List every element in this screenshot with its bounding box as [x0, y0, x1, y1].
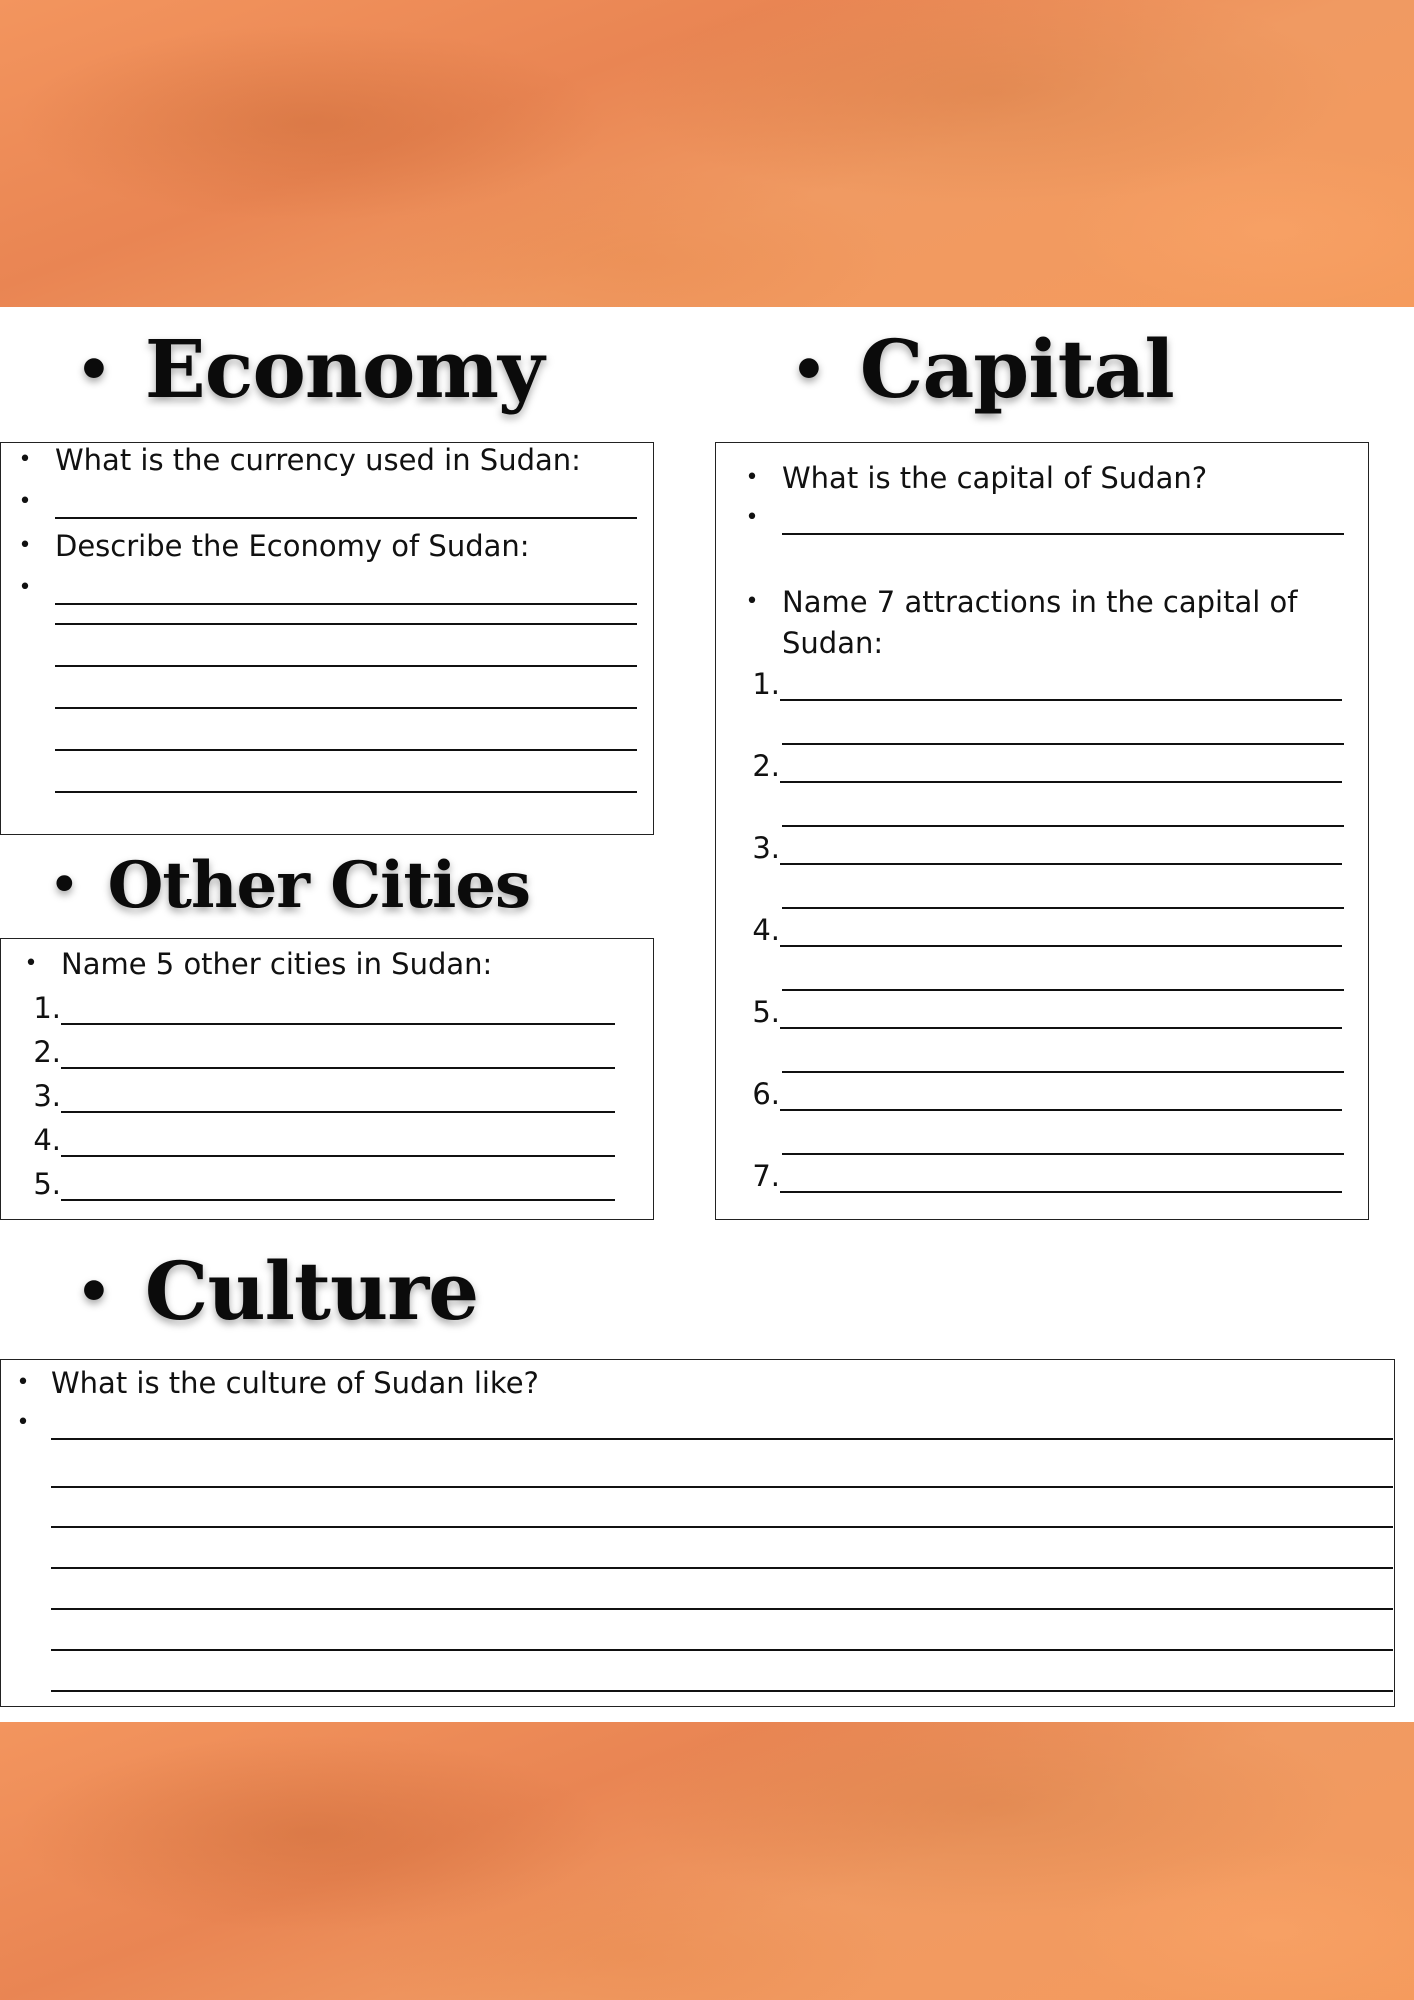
- other-cities-box: [0, 938, 654, 1220]
- bullet: •: [18, 489, 32, 514]
- capital-answer-line[interactable]: [782, 505, 1344, 535]
- economy-answer-line[interactable]: [55, 747, 637, 751]
- bullet: •: [16, 1410, 30, 1435]
- bullet: •: [745, 589, 759, 614]
- currency-answer-line[interactable]: [55, 489, 637, 519]
- city-line[interactable]: [61, 1083, 615, 1113]
- attraction-line[interactable]: [782, 1069, 1344, 1073]
- bullet: •: [18, 575, 32, 600]
- bullet: •: [745, 505, 759, 530]
- capital-question-attractions: Name 7 attractions in the capital of: [782, 585, 1298, 619]
- city-line[interactable]: [61, 995, 615, 1025]
- city-line[interactable]: [61, 1127, 615, 1157]
- attraction-number: 5.: [752, 995, 780, 1029]
- economy-heading: [76, 322, 544, 416]
- economy-question-describe: Describe the Economy of Sudan:: [55, 529, 530, 563]
- economy-answer-line[interactable]: [55, 575, 637, 605]
- attraction-line[interactable]: [780, 753, 1342, 783]
- capital-title: Capital: [859, 322, 1174, 416]
- capital-heading: [791, 322, 1174, 416]
- economy-title: Economy: [144, 322, 544, 416]
- culture-answer-line[interactable]: [51, 1524, 1393, 1528]
- city-number: 5.: [33, 1167, 61, 1201]
- other-cities-title: Other Cities: [107, 848, 531, 923]
- other-cities-heading: [50, 848, 530, 923]
- attraction-line[interactable]: [782, 905, 1344, 909]
- other-cities-question: Name 5 other cities in Sudan:: [61, 947, 493, 981]
- culture-answer-line[interactable]: [51, 1484, 1393, 1488]
- economy-question-currency: What is the currency used in Sudan:: [55, 443, 581, 477]
- heading-bullet: •: [50, 858, 78, 911]
- city-number: 3.: [33, 1079, 61, 1113]
- capital-question-attractions-cont: Sudan:: [782, 626, 884, 660]
- economy-answer-line[interactable]: [55, 663, 637, 667]
- attraction-number: 3.: [752, 831, 780, 865]
- culture-title: Culture: [144, 1244, 479, 1338]
- attraction-number: 2.: [752, 749, 780, 783]
- culture-box: [0, 1359, 1395, 1707]
- heading-bullet: •: [76, 337, 111, 404]
- culture-answer-line[interactable]: [51, 1606, 1393, 1610]
- culture-answer-line[interactable]: [51, 1410, 1393, 1440]
- attraction-line[interactable]: [782, 741, 1344, 745]
- attraction-line[interactable]: [780, 999, 1342, 1029]
- economy-box: [0, 442, 654, 835]
- culture-answer-line[interactable]: [51, 1647, 1393, 1651]
- city-line[interactable]: [61, 1171, 615, 1201]
- attraction-line[interactable]: [780, 1081, 1342, 1111]
- bullet: •: [18, 447, 32, 472]
- economy-answer-line[interactable]: [55, 621, 637, 625]
- heading-bullet: •: [76, 1259, 111, 1326]
- culture-answer-line[interactable]: [51, 1565, 1393, 1569]
- header-banner: [0, 0, 1414, 307]
- attraction-number: 4.: [752, 913, 780, 947]
- attraction-number: 1.: [752, 667, 780, 701]
- culture-heading: [76, 1244, 478, 1338]
- city-line[interactable]: [61, 1039, 615, 1069]
- culture-answer-line[interactable]: [51, 1688, 1393, 1692]
- attraction-number: 6.: [752, 1077, 780, 1111]
- capital-box: [715, 442, 1369, 1220]
- attraction-line[interactable]: [782, 987, 1344, 991]
- city-number: 1.: [33, 991, 61, 1025]
- attraction-line[interactable]: [780, 835, 1342, 865]
- bullet: •: [24, 951, 38, 976]
- attraction-line[interactable]: [780, 671, 1342, 701]
- attraction-line[interactable]: [780, 917, 1342, 947]
- attraction-line[interactable]: [782, 823, 1344, 827]
- city-number: 4.: [33, 1123, 61, 1157]
- bullet: •: [16, 1370, 30, 1395]
- heading-bullet: •: [791, 337, 826, 404]
- attraction-line[interactable]: [782, 1151, 1344, 1155]
- bullet: •: [745, 465, 759, 490]
- culture-question: What is the culture of Sudan like?: [51, 1366, 539, 1400]
- footer-banner: [0, 1722, 1414, 2000]
- capital-question-name: What is the capital of Sudan?: [782, 461, 1208, 495]
- attraction-line[interactable]: [780, 1163, 1342, 1193]
- attraction-number: 7.: [752, 1159, 780, 1193]
- city-number: 2.: [33, 1035, 61, 1069]
- economy-answer-line[interactable]: [55, 705, 637, 709]
- economy-answer-line[interactable]: [55, 789, 637, 793]
- bullet: •: [18, 533, 32, 558]
